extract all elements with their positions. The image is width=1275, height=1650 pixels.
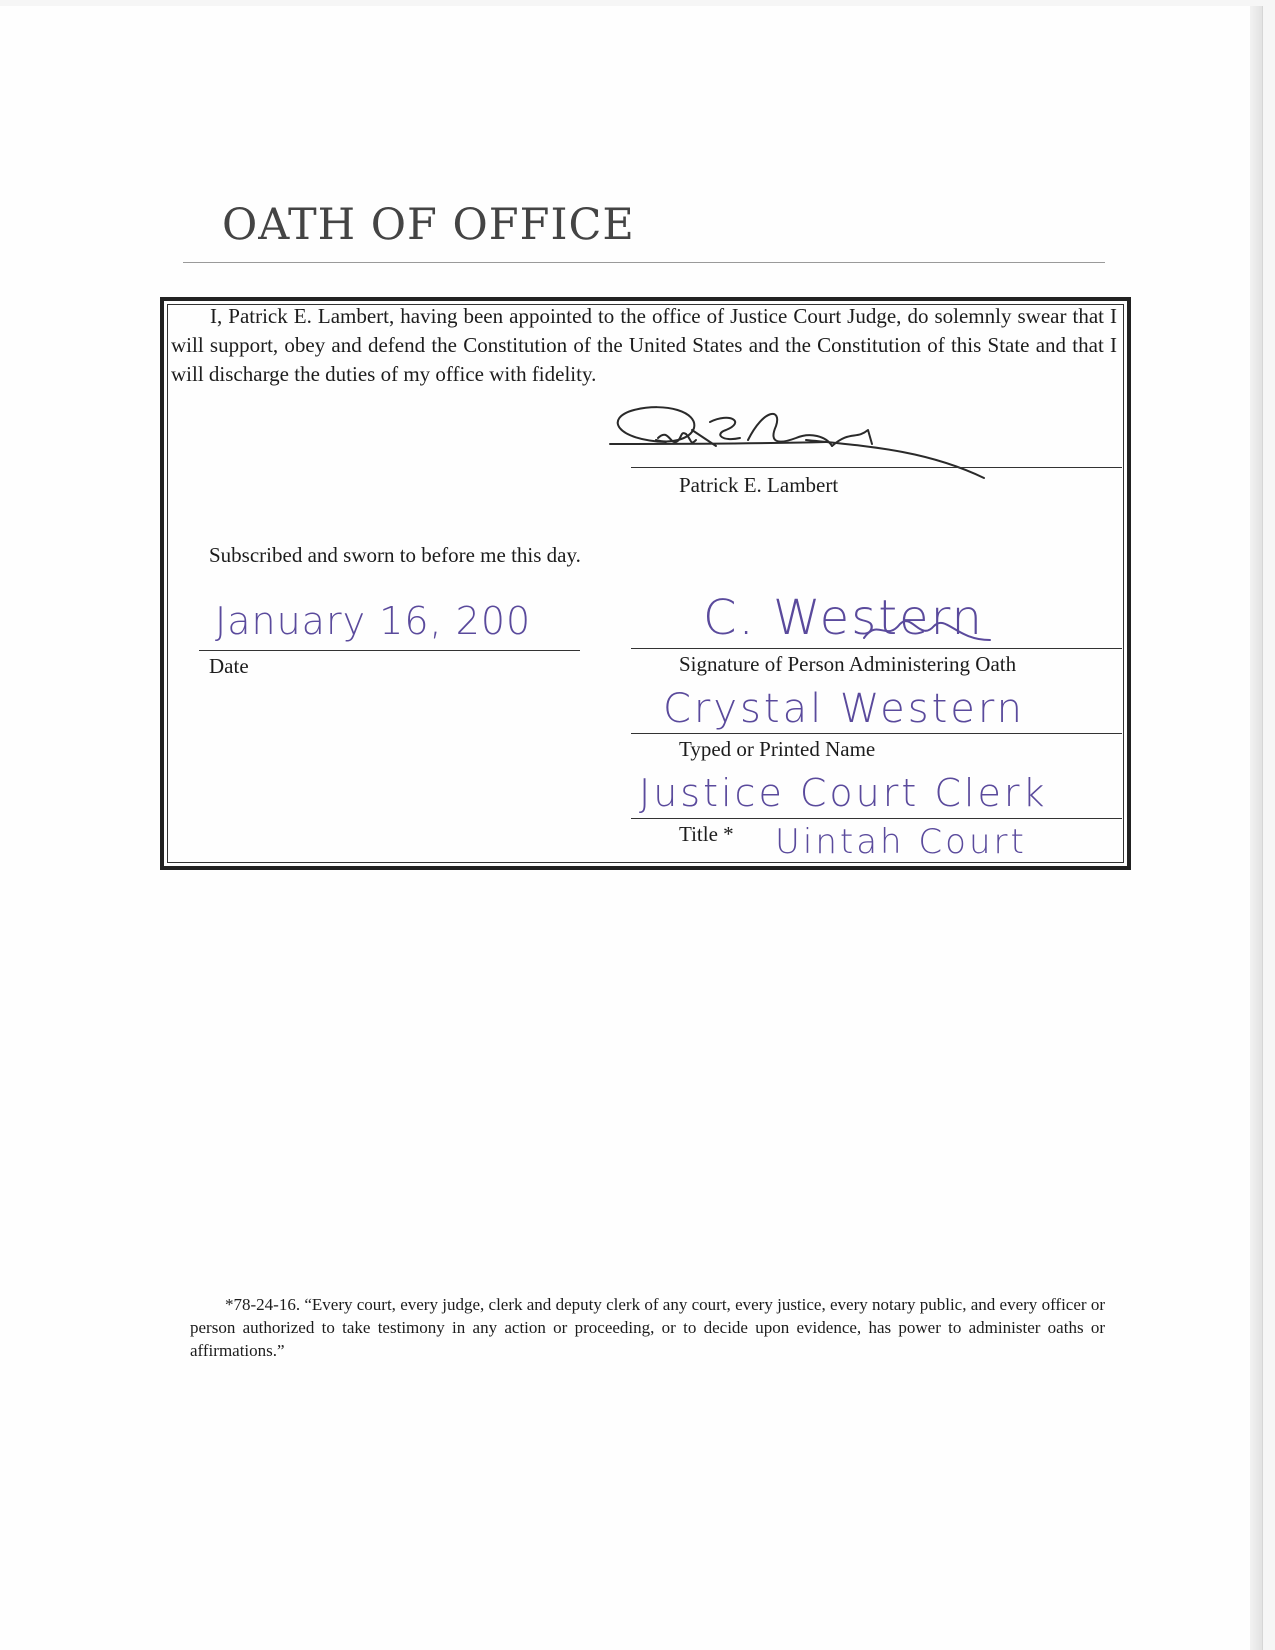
administering-signature: C. Western [703,590,984,646]
affiant-printed-name: Patrick E. Lambert [679,473,839,497]
administering-court: Uintah Court [775,822,1027,862]
document-title: OATH OF OFFICE [222,200,635,250]
printed-name-line [631,733,1122,734]
affiant-signature-line [631,467,1122,468]
date-label: Date [209,654,249,678]
sworn-statement: Subscribed and sworn to before me this day. [209,543,581,567]
printed-name-label: Typed or Printed Name [679,737,876,761]
date-line [199,650,580,651]
administering-title: Justice Court Clerk [639,771,1048,815]
oath-text: I, Patrick E. Lambert, having been appointed to the office of Justice Court Judge, do solemnly swear that I will support, obey and defend the Constitution of the United States and the Constitution of this State and that I will discharge the duties of my office with fidelity. [171,304,1117,386]
title-label: Title * [679,822,734,846]
administering-signature-flourish [860,612,1000,648]
title-line [631,818,1122,819]
footnote: *78-24-16. “Every court, every judge, clerk and deputy clerk of any court, every justice, every notary public, and every officer or person authorized to take testimony in any action or proceeding, or to decide upon evidence, has power to administer oaths or affirmations.” [190,1295,1105,1360]
administering-signature-label: Signature of Person Administering Oath [679,652,1017,676]
title-rule [183,262,1105,263]
date-value: January 16, 200 [215,599,532,643]
administering-printed-name: Crystal Western [663,686,1025,732]
administering-signature-line [631,648,1122,649]
page-edge-shadow [1250,6,1262,1650]
